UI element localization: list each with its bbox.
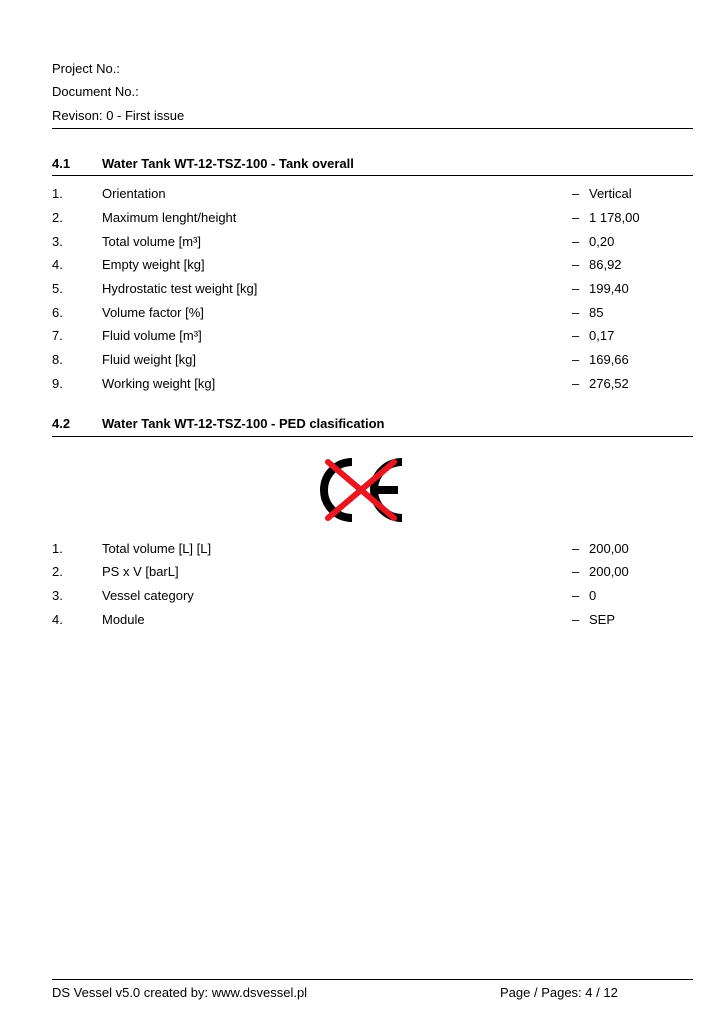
row-dash: – (572, 564, 580, 579)
row-value: 200,00 (589, 541, 629, 556)
row-label: Total volume [L] [L] (102, 541, 212, 556)
row-number: 5. (52, 281, 63, 296)
section-1-number: 4.1 (52, 156, 71, 171)
row-value: 0,17 (589, 328, 615, 343)
row-number: 2. (52, 564, 63, 579)
row-number: 7. (52, 328, 63, 343)
row-number: 4. (52, 257, 63, 272)
row-label: Hydrostatic test weight [kg] (102, 281, 258, 296)
row-dash: – (572, 588, 580, 603)
revision-label: Revison: 0 - First issue (52, 108, 185, 123)
row-label: Maximum lenght/height (102, 210, 237, 225)
row-value: 1 178,00 (589, 210, 640, 225)
row-label: Working weight [kg] (102, 376, 216, 391)
row-number: 9. (52, 376, 63, 391)
section-2-divider (52, 436, 693, 437)
row-value: 0,20 (589, 234, 615, 249)
table-row (52, 352, 693, 372)
row-value: 200,00 (589, 564, 629, 579)
table-row (52, 328, 693, 348)
row-value: 0 (589, 588, 597, 603)
section-2-number: 4.2 (52, 416, 71, 431)
table-row (52, 612, 693, 632)
section-2-title: Water Tank WT-12-TSZ-100 - PED clasification (102, 416, 385, 431)
row-dash: – (572, 376, 580, 391)
header-divider (52, 128, 693, 129)
footer-created-by: DS Vessel v5.0 created by: www.dsvessel.pl (52, 985, 308, 1000)
row-value: 199,40 (589, 281, 629, 296)
row-value: Vertical (589, 186, 632, 201)
row-label: Empty weight [kg] (102, 257, 205, 272)
row-number: 3. (52, 588, 63, 603)
table-row (52, 257, 693, 277)
row-value: 169,66 (589, 352, 629, 367)
footer-page-number: Page / Pages: 4 / 12 (500, 985, 618, 1000)
row-value: 276,52 (589, 376, 629, 391)
table-row (52, 588, 693, 608)
section-1-title: Water Tank WT-12-TSZ-100 - Tank overall (102, 156, 354, 171)
table-row (52, 210, 693, 230)
row-dash: – (572, 210, 580, 225)
row-dash: – (572, 541, 580, 556)
row-number: 1. (52, 541, 63, 556)
table-row (52, 541, 693, 561)
row-dash: – (572, 257, 580, 272)
row-label: Module (102, 612, 145, 627)
row-number: 2. (52, 210, 63, 225)
row-label: Fluid volume [m³] (102, 328, 202, 343)
row-dash: – (572, 328, 580, 343)
row-label: Vessel category (102, 588, 194, 603)
row-dash: – (572, 612, 580, 627)
row-label: Total volume [m³] (102, 234, 201, 249)
table-row (52, 305, 693, 325)
row-dash: – (572, 234, 580, 249)
footer-divider (52, 979, 693, 980)
ce-mark-crossed-icon (318, 456, 406, 524)
row-label: PS x V [barL] (102, 564, 179, 579)
row-label: Volume factor [%] (102, 305, 204, 320)
row-value: 86,92 (589, 257, 622, 272)
row-dash: – (572, 305, 580, 320)
row-dash: – (572, 186, 580, 201)
table-row (52, 186, 693, 206)
row-value: SEP (589, 612, 616, 627)
row-dash: – (572, 281, 580, 296)
document-number-label: Document No.: (52, 84, 139, 99)
table-row (52, 376, 693, 396)
row-number: 3. (52, 234, 63, 249)
row-label: Orientation (102, 186, 166, 201)
row-number: 6. (52, 305, 63, 320)
table-row (52, 564, 693, 584)
row-value: 85 (589, 305, 604, 320)
project-number-label: Project No.: (52, 61, 120, 76)
table-row (52, 281, 693, 301)
row-number: 1. (52, 186, 63, 201)
row-number: 4. (52, 612, 63, 627)
row-number: 8. (52, 352, 63, 367)
table-row (52, 234, 693, 254)
row-dash: – (572, 352, 580, 367)
section-1-divider (52, 175, 693, 176)
row-label: Fluid weight [kg] (102, 352, 196, 367)
